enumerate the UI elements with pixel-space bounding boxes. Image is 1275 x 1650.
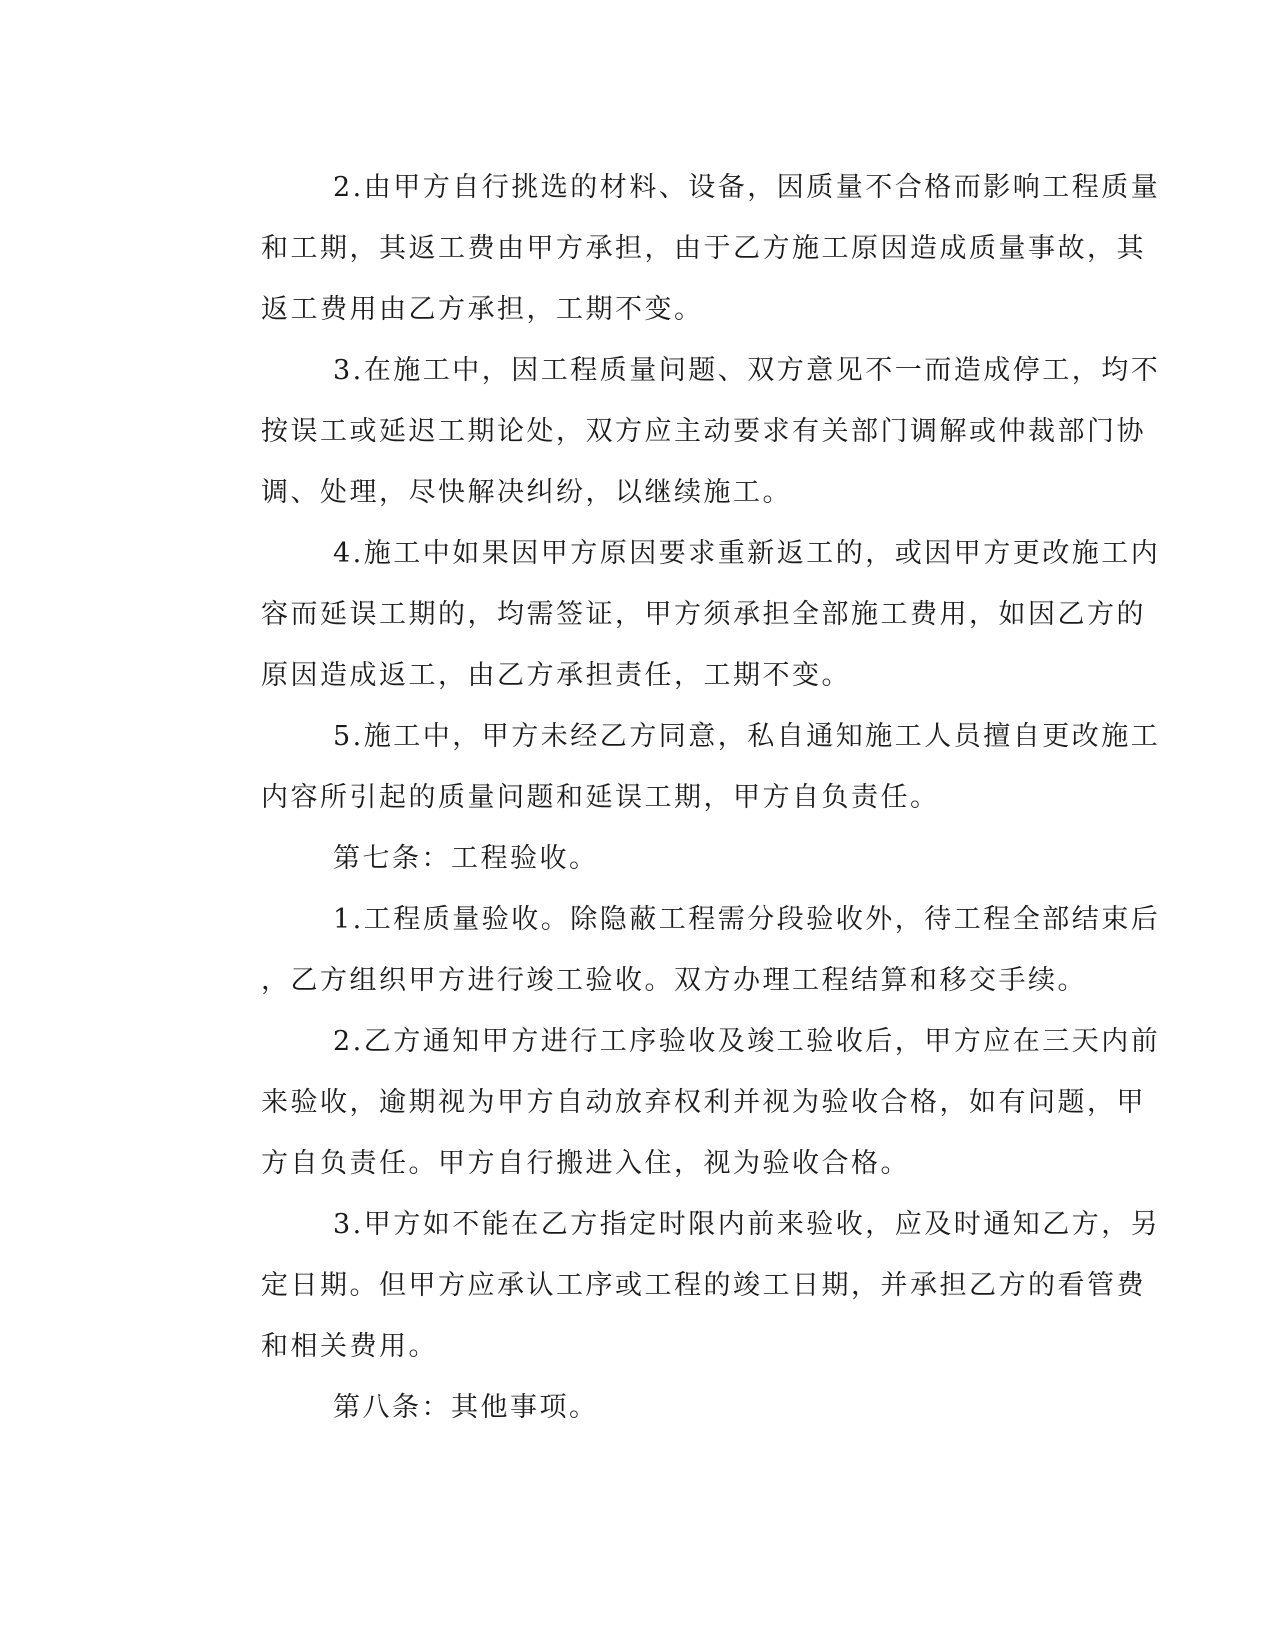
- document-body: [189, 157, 1161, 1438]
- text-line: 3.在施工中，因工程质量问题、双方意见不一而造成停工，均不: [333, 355, 1161, 386]
- text-line: 原因造成返工，由乙方承担责任，工期不变。: [261, 660, 851, 691]
- text-line: 按误工或延迟工期论处，双方应主动要求有关部门调解或仲裁部门协: [261, 416, 1146, 447]
- text-line: 来验收，逾期视为甲方自动放弃权利并视为验收合格，如有问题，甲: [261, 1087, 1146, 1118]
- text-line: 方自负责任。甲方自行搬进入住，视为验收合格。: [261, 1148, 910, 1179]
- text-line: 1.工程质量验收。除隐蔽工程需分段验收外，待工程全部结束后: [333, 904, 1161, 935]
- paragraph-item-5-changes: [189, 706, 1161, 828]
- text-line: 容而延误工期的，均需签证，甲方须承担全部施工费用，如因乙方的: [261, 599, 1146, 630]
- paragraph-item-2-materials: [189, 157, 1161, 340]
- text-line: 2.乙方通知甲方进行工序验收及竣工验收后，甲方应在三天内前: [333, 1026, 1161, 1057]
- section-heading-article-8: [189, 1377, 1069, 1438]
- text-line: 2.由甲方自行挑选的材料、设备，因质量不合格而影响工程质量: [333, 172, 1161, 203]
- paragraph-acceptance-3: [189, 1194, 1161, 1377]
- text-line: ，乙方组织甲方进行竣工验收。双方办理工程结算和移交手续。: [261, 965, 1087, 996]
- text-line: 调、处理，尽快解决纠纷，以继续施工。: [261, 477, 792, 508]
- section-heading: 第八条：其他事项。: [333, 1392, 599, 1423]
- text-line: 4.施工中如果因甲方原因要求重新返工的，或因甲方更改施工内: [333, 538, 1161, 569]
- paragraph-acceptance-1: [189, 889, 1161, 1011]
- section-heading: 第七条：工程验收。: [333, 843, 599, 874]
- text-line: 返工费用由乙方承担，工期不变。: [261, 294, 704, 325]
- paragraph-item-4-rework: [189, 523, 1161, 706]
- text-line: 5.施工中，甲方未经乙方同意，私自通知施工人员擅自更改施工: [333, 721, 1161, 752]
- text-line: 和工期，其返工费由甲方承担，由于乙方施工原因造成质量事故，其: [261, 233, 1146, 264]
- text-line: 内容所引起的质量问题和延误工期，甲方自负责任。: [261, 782, 940, 813]
- text-line: 定日期。但甲方应承认工序或工程的竣工日期，并承担乙方的看管费: [261, 1270, 1146, 1301]
- paragraph-acceptance-2: [189, 1011, 1161, 1194]
- text-line: 和相关费用。: [261, 1331, 438, 1362]
- section-heading-article-7: [189, 828, 1069, 889]
- paragraph-item-3-dispute: [189, 340, 1161, 523]
- text-line: 3.甲方如不能在乙方指定时限内前来验收，应及时通知乙方，另: [333, 1209, 1161, 1240]
